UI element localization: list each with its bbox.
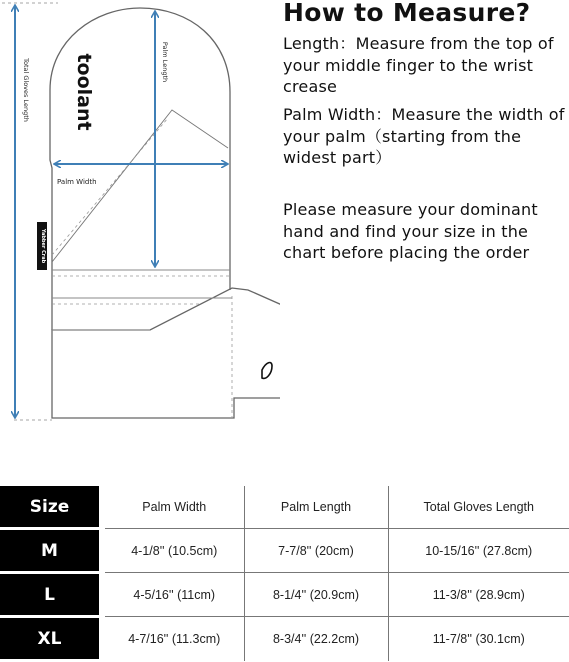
size-label: M — [0, 529, 102, 573]
size-chart-header-row — [0, 486, 569, 529]
measure-note: Please measure your dominant hand and find your size in the chart before placing the order — [283, 200, 538, 262]
header-palm-width: Palm Width — [102, 486, 244, 529]
palm-width-value: 4-5/16'' (11cm) — [102, 573, 244, 617]
palm-width-value: 4-1/8'' (10.5cm) — [102, 529, 244, 573]
size-label: L — [0, 573, 102, 617]
header-size: Size — [0, 486, 102, 529]
length-instruction: Length：Measure from the top of your middle finger to the wrist crease — [283, 34, 554, 96]
thumb-fold-line-dashed — [52, 118, 168, 255]
glove-cuff-outline — [52, 288, 280, 418]
header-total-length: Total Gloves Length — [388, 486, 569, 529]
total-length-value: 11-3/8'' (28.9cm) — [388, 573, 569, 617]
total-length-value: 10-15/16'' (27.8cm) — [388, 529, 569, 573]
total-length-value: 11-7/8'' (30.1cm) — [388, 617, 569, 661]
palm-length-value: 7-7/8'' (20cm) — [244, 529, 388, 573]
crab-logo-dot-icon — [262, 363, 272, 379]
palm-width-label: Palm Width — [57, 178, 97, 186]
brand-tag-label: Yabber Crab — [40, 228, 46, 264]
palm-length-value: 8-3/4'' (22.2cm) — [244, 617, 388, 661]
thumb-fold-line — [52, 110, 228, 262]
palm-width-instruction: Palm Width：Measure the width of your palm（starting from the widest part） — [283, 105, 565, 167]
total-length-label: Total Gloves Length — [22, 58, 30, 122]
table-row — [0, 529, 569, 573]
size-label: XL — [0, 617, 102, 661]
palm-width-value: 4-7/16'' (11.3cm) — [128, 631, 221, 646]
glove-measurement-diagram — [0, 0, 280, 440]
palm-length-label: Palm Length — [161, 41, 169, 83]
brand-logo: toolant — [73, 53, 95, 131]
table-row — [0, 573, 569, 617]
page-title: How to Measure? — [283, 0, 531, 27]
size-chart-table — [0, 486, 569, 662]
palm-length-value: 8-1/4'' (20.9cm) — [244, 573, 388, 617]
header-palm-length: Palm Length — [244, 486, 388, 529]
table-row — [0, 617, 569, 661]
